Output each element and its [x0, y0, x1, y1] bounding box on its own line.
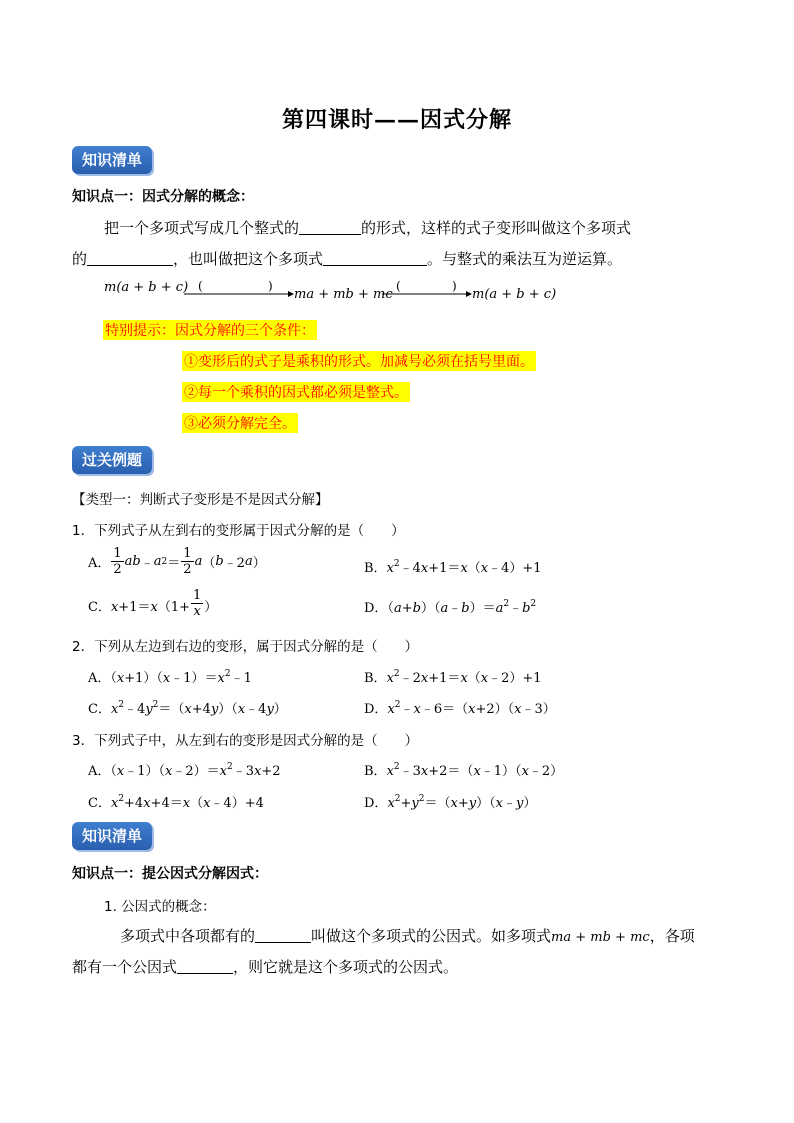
blank-4[interactable]: [255, 928, 311, 943]
q2-option-c[interactable]: C．$x^2﹣4y^2=(x+4y)(x﹣4y)$: [88, 700, 287, 717]
q2-option-b[interactable]: B．$x^2﹣2x+1=x(x﹣2)+1$: [364, 669, 542, 686]
q2-stem: 2．下列从左边到右边的变形，属于因式分解的是（ ）: [72, 639, 419, 655]
svg-text:): ): [268, 280, 273, 293]
q3-option-d[interactable]: D．$x^2+y^2=(x+y)(x﹣y)$: [364, 794, 537, 811]
q1-option-c[interactable]: C．x+1＝x（1+ $\frac{1}{x}$ ）: [88, 588, 218, 619]
tip-label: 特别提示：因式分解的三个条件：: [103, 320, 317, 340]
blank-2[interactable]: [87, 251, 173, 266]
section-badge-knowledge-2: 知识清单: [72, 822, 152, 850]
q1-option-b[interactable]: B．$x^2﹣4x+1=x(x﹣4)+1$: [364, 559, 542, 576]
svg-text:(: (: [396, 280, 401, 293]
kp1-line1: 把一个多项式写成几个整式的 的形式，这样的式子变形叫做这个多项式: [104, 219, 632, 237]
kp1-heading: 知识点一：因式分解的概念：: [72, 189, 254, 205]
blank-5[interactable]: [177, 959, 233, 974]
q1-option-a[interactable]: A． $\frac{1}{2}$ ab ﹣ a 2 ＝ $\frac{1}{2}$ a （ b ﹣2 a ）: [88, 546, 266, 577]
q1-stem: 1．下列式子从左到右的变形属于因式分解的是（ ）: [72, 523, 405, 539]
tip-1: ①变形后的式子是乘积的形式。加减号必须在括号里面。: [182, 351, 536, 371]
q2-option-a[interactable]: A．$(x+1)(x﹣1)=x^2﹣1$: [88, 669, 252, 686]
tip-3: ③必须分解完全。: [182, 413, 298, 433]
svg-text:): ): [452, 280, 457, 293]
q3-option-b[interactable]: B．$x^2﹣3x+2=(x﹣1)(x﹣2)$: [364, 762, 564, 779]
q1-option-d[interactable]: D．$(a+b)(a﹣b)=a^2﹣b^2$: [364, 599, 537, 616]
fraction-half-1: $\frac{1}{2}$: [113, 546, 122, 577]
blank-1[interactable]: [299, 220, 361, 235]
q3-option-a[interactable]: A．$(x﹣1)(x﹣2)=x^2﹣3x+2$: [88, 762, 281, 779]
kp2-line2: 都有一个公因式 ，则它就是这个多项式的公因式。: [72, 958, 459, 976]
kp2-subheading: 1. 公因式的概念：: [104, 899, 216, 915]
q2-option-d[interactable]: D．$x^2﹣x﹣6=(x+2)(x﹣3)$: [364, 700, 556, 717]
blank-3[interactable]: [323, 251, 427, 266]
formula-mid: ma + mb + mc: [294, 287, 393, 302]
kp2-line1: 多项式中各项都有的 叫做这个多项式的公因式。如多项式ma + mb + mc，各项: [120, 927, 695, 945]
formula-right: m(a + b + c): [472, 287, 557, 302]
svg-text:(: (: [198, 280, 203, 293]
arrow-factor: [380, 280, 472, 302]
section-badge-examples: 过关例题: [72, 446, 152, 474]
page-title: 第四课时——因式分解: [281, 107, 512, 133]
fraction-1-over-x: $\frac{1}{x}$: [192, 588, 202, 619]
type1-heading: 【类型一：判断式子变形是不是因式分解】: [72, 492, 329, 508]
tip-2: ②每一个乘积的因式都必须是整式。: [182, 382, 410, 402]
q3-option-c[interactable]: C．$x^2+4x+4=x(x﹣4)+4$: [88, 794, 264, 811]
section-badge-knowledge: 知识清单: [72, 146, 152, 174]
kp2-heading: 知识点一：提公因式分解因式：: [72, 866, 268, 882]
formula-row: [104, 280, 188, 295]
formula-left: m(a + b + c): [104, 280, 189, 295]
kp1-line2: 的 ，也叫做把这个多项式 。与整式的乘法互为逆运算。: [72, 250, 623, 268]
arrow-multiply: [180, 280, 294, 302]
q3-stem: 3．下列式子中，从左到右的变形是因式分解的是（ ）: [72, 733, 419, 749]
fraction-half-2: $\frac{1}{2}$: [183, 546, 192, 577]
